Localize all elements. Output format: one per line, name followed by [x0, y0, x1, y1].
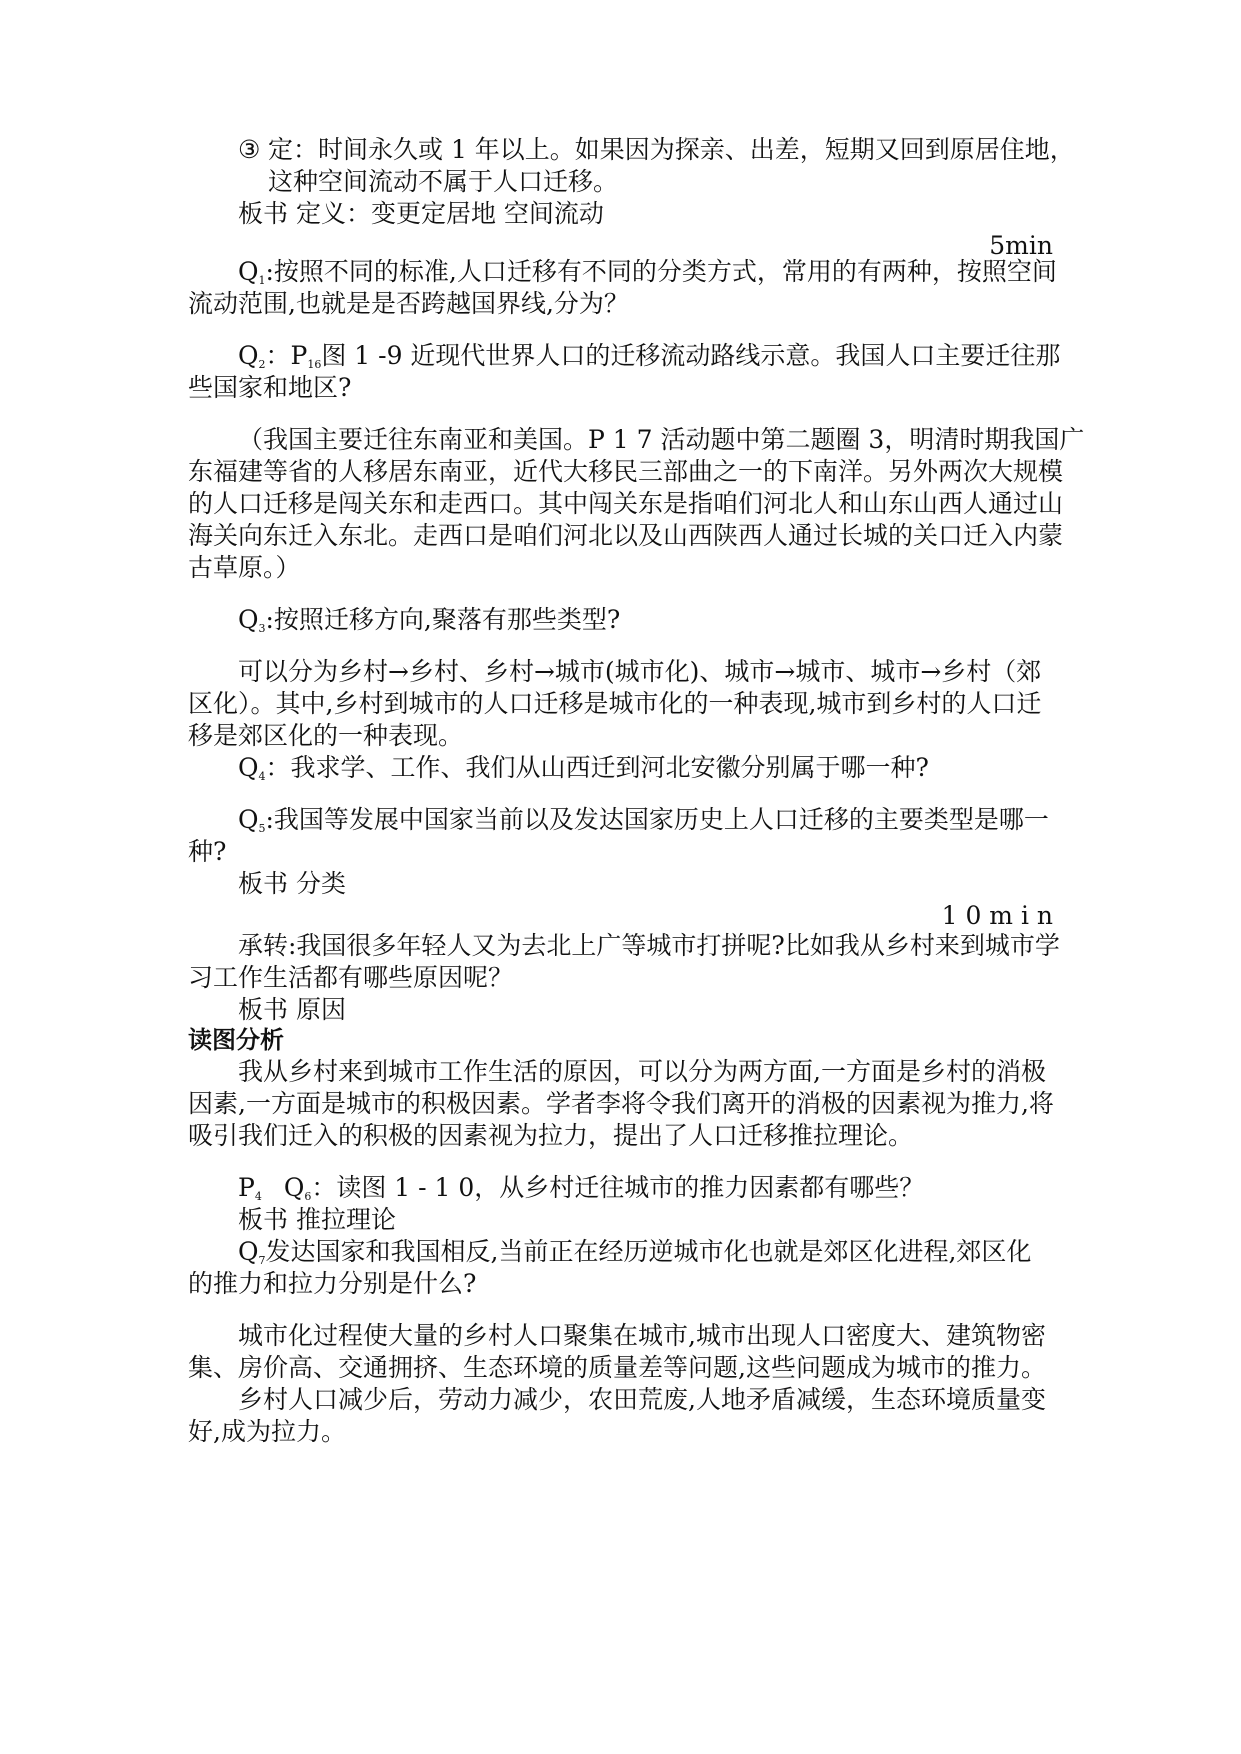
- answer-2-line-4: 海关向东迁入东北。走西口是咱们河北以及山西陕西人通过长城的关口迁入内蒙: [188, 521, 1064, 550]
- answer-7-line-4: 好,成为拉力。: [188, 1417, 346, 1446]
- answer-2-line-3: 的人口迁移是闯关东和走西口。其中闯关东是指咱们河北人和山东山西人通过山: [188, 489, 1064, 518]
- answer-7-line-2: 集、房价高、交通拥挤、生态环境的质量差等问题,这些问题成为城市的推力。: [188, 1353, 1046, 1382]
- answer-7-line-1: 城市化过程使大量的乡村人口聚集在城市,城市出现人口密度大、建筑物密: [238, 1321, 1046, 1350]
- analysis-line-1: 我从乡村来到城市工作生活的原因，可以分为两方面,一方面是乡村的消极: [238, 1057, 1046, 1086]
- time-marker-10min: 1 0 m i n: [941, 901, 1053, 930]
- question-5-line-1: $Q_5$:我国等发展中国家当前以及发达国家历史上人口迁移的主要类型是哪一: [238, 805, 1049, 835]
- question-5-line-2: 种?: [188, 837, 227, 866]
- board-note-causes: 板书 原因: [238, 995, 346, 1024]
- question-2-line-2: 些国家和地区?: [188, 373, 352, 402]
- question-2-line-1: $Q_2$：$P_{16}$图 1 -9 近现代世界人口的迁移流动路线示意。我国人口主要迁往那: [238, 341, 1061, 371]
- circled-number: ③: [238, 135, 261, 164]
- answer-3-line-3: 移是郊区化的一种表现。: [188, 721, 464, 750]
- time-marker-5min: 5min: [989, 231, 1053, 260]
- item-3-line-2: 这种空间流动不属于人口迁移。: [268, 167, 619, 196]
- answer-3-line-1: 可以分为乡村→乡村、乡村→城市(城市化)、城市→城市、城市→乡村（郊: [238, 657, 1042, 686]
- answer-2-line-2: 东福建等省的人移居东南亚，近代大移民三部曲之一的下南洋。另外两次大规模: [188, 457, 1064, 486]
- board-note-definition: 板书 定义：变更定居地 空间流动: [238, 199, 604, 228]
- section-heading: 读图分析: [188, 1026, 284, 1054]
- question-1-line-1: $Q_1$:按照不同的标准,人口迁移有不同的分类方式，常用的有两种，按照空间: [238, 257, 1057, 287]
- answer-3-line-2: 区化）。其中,乡村到城市的人口迁移是城市化的一种表现,城市到乡村的人口迁: [188, 689, 1042, 718]
- item-3-line-1: ③ 定：时间永久或 1 年以上。如果因为探亲、出差，短期又回到原居住地，: [238, 133, 1098, 167]
- question-3: $Q_3$:按照迁移方向,聚落有那些类型?: [238, 605, 621, 635]
- analysis-line-2: 因素,一方面是城市的积极因素。学者李将令我们离开的消极的因素视为推力,将: [188, 1089, 1054, 1118]
- answer-7-line-3: 乡村人口减少后，劳动力减少，农田荒废,人地矛盾减缓，生态环境质量变: [238, 1385, 1046, 1414]
- question-7-line-1: $Q_7$发达国家和我国相反,当前正在经历逆城市化也就是郊区化进程,郊区化: [238, 1237, 1032, 1267]
- question-1-line-2: 流动范围,也就是是否跨越国界线,分为？: [188, 289, 629, 318]
- answer-2-line-1: （我国主要迁往东南亚和美国。P 1 7 活动题中第二题圈 3，明清时期我国广: [238, 425, 1085, 454]
- question-7-line-2: 的推力和拉力分别是什么?: [188, 1269, 477, 1298]
- question-6: $P_4$ $Q_6$：读图 1 - 1 0，从乡村迁往城市的推力因素都有哪些？: [238, 1173, 925, 1203]
- transition-line-1: 承转:我国很多年轻人又为去北上广等城市打拼呢?比如我从乡村来到城市学: [238, 931, 1060, 960]
- transition-line-2: 习工作生活都有哪些原因呢？: [188, 963, 514, 992]
- board-note-classification: 板书 分类: [238, 869, 346, 898]
- analysis-line-3: 吸引我们迁入的积极的因素视为拉力，提出了人口迁移推拉理论。: [188, 1121, 914, 1150]
- board-note-push-pull: 板书 推拉理论: [238, 1205, 396, 1234]
- question-4: $Q_4$：我求学、工作、我们从山西迁到河北安徽分别属于哪一种?: [238, 753, 929, 783]
- answer-2-line-5: 古草原。）: [188, 553, 301, 582]
